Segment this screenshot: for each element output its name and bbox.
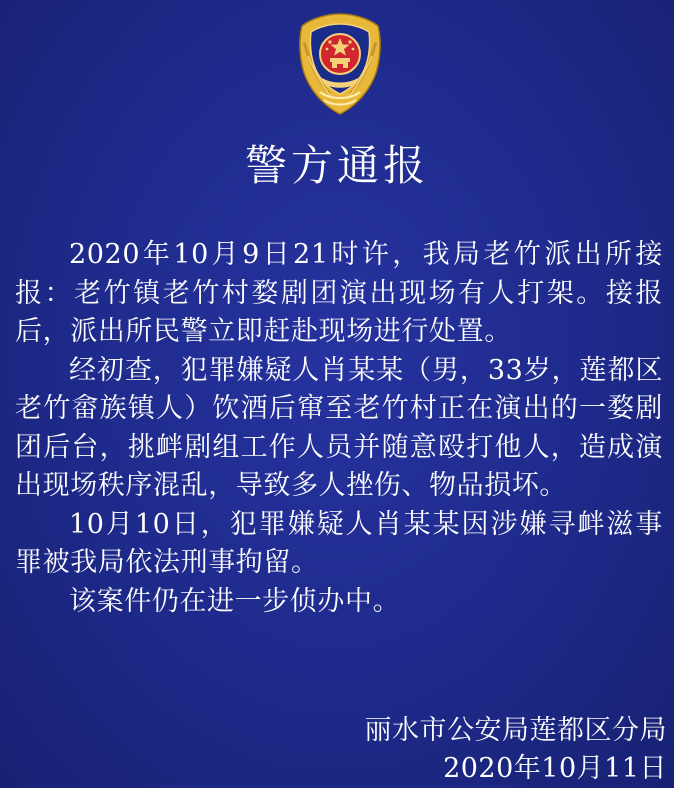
paragraph-detention: 10月10日，犯罪嫌疑人肖某某因涉嫌寻衅滋事罪被我局依法刑事拘留。 — [15, 508, 663, 578]
signature-date: 2020年10月11日 — [443, 753, 667, 784]
paragraph-report: 2020年10月9日21时许，我局老竹派出所接报：老竹镇老竹村婺剧团演出现场有人打架。接报后，派出所民警立即赶赴现场进行处置。 — [15, 239, 663, 347]
paragraph-status: 该案件仍在进一步侦办中。 — [69, 585, 401, 617]
notice-body — [15, 236, 663, 621]
page-title: 警方通报 — [244, 141, 429, 190]
paragraph-findings: 经初查，犯罪嫌疑人肖某某（男，33岁，莲都区老竹畲族镇人）饮酒后窜至老竹村正在演出的一婺剧团后台，挑衅剧组工作人员并随意殴打他人，造成演出现场秩序混乱，导致多人挫伤、物品损坏。 — [15, 354, 663, 501]
signature-block — [365, 712, 668, 788]
signature-organization: 丽水市公安局莲都区分局 — [364, 715, 667, 746]
police-emblem-icon — [290, 12, 390, 116]
